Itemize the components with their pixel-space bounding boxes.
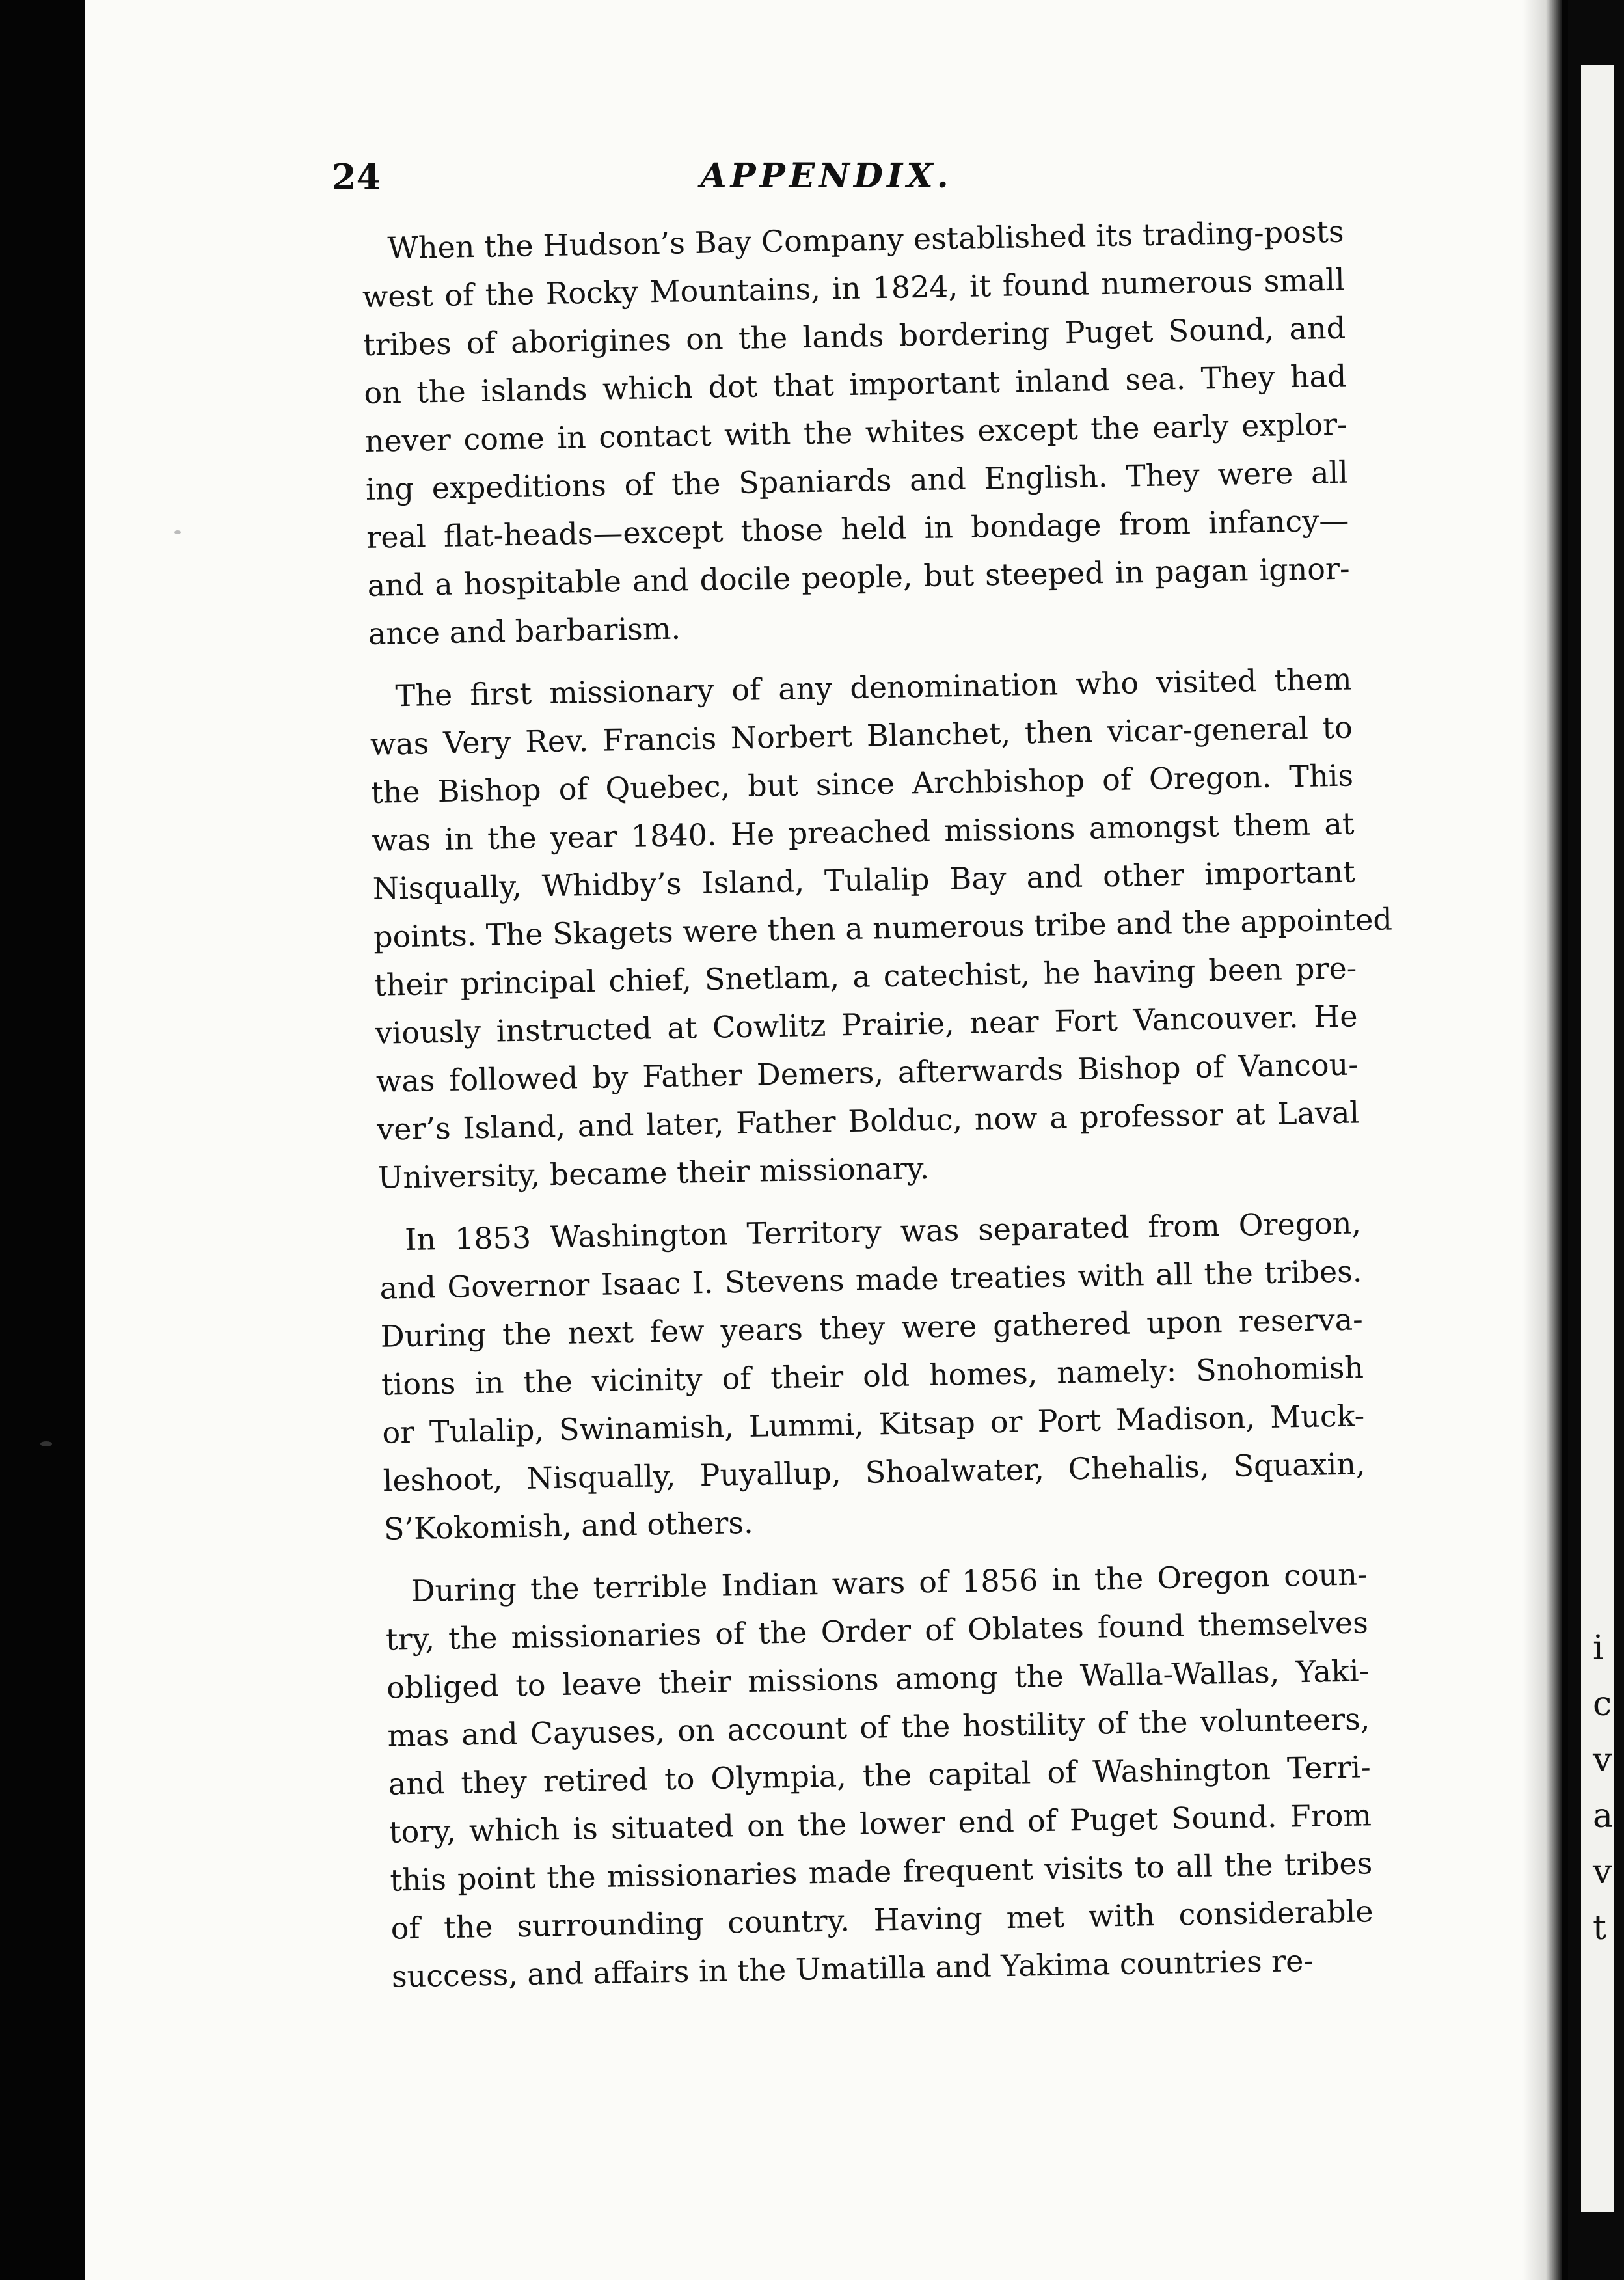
text-line: points. The Skagets were then a numerous tribe and the appointed (373, 901, 1393, 955)
text-line: S’Kokomish, and others. (383, 1504, 754, 1547)
text-line: and they retired to Olympia, the capital of Washington Terri- (388, 1749, 1372, 1802)
text-line: obliged to leave their missions among the Walla-Wallas, Yaki- (386, 1653, 1370, 1705)
facing-page-letter: v (1593, 1853, 1612, 1892)
text-line: tribes of aborigines on the lands bordering Puget Sound, and (362, 310, 1346, 362)
text-line: their principal chief, Snetlam, a catechist, he having been pre- (373, 950, 1357, 1003)
text-line: leshoot, Nisqually, Puyallup, Shoalwater, Chehalis, Squaxin, (383, 1446, 1366, 1499)
text-line: west of the Rocky Mountains, in 1824, it found numerous small (362, 262, 1346, 314)
facing-page-letter: c (1593, 1685, 1612, 1724)
text-line: When the Hudson’s Bay Company established its trading-posts (387, 213, 1344, 266)
body-text (361, 208, 1393, 2001)
text-line: In 1853 Washington Territory was separated from Oregon, (404, 1205, 1362, 1258)
text-line: University, became their missionary. (377, 1150, 930, 1195)
facing-page-letter: i (1593, 1629, 1604, 1668)
text-line: the Bishop of Quebec, but since Archbishop of Oregon. This (370, 757, 1354, 810)
text-line: During the next few years they were gathered upon reserva- (380, 1301, 1364, 1354)
facing-page-letter: v (1593, 1741, 1612, 1780)
text-line: ance and barbarism. (368, 610, 681, 651)
text-line: mas and Cayuses, on account of the hostility of the volunteers, (387, 1701, 1370, 1754)
text-line: and Governor Isaac I. Stevens made treaties with all the tribes. (379, 1253, 1362, 1306)
text-line: or Tulalip, Swinamish, Lummi, Kitsap or Port Madison, Muck- (381, 1398, 1365, 1450)
text-line: ing expeditions of the Spaniards and English. They were all (365, 454, 1349, 507)
paragraph (385, 1550, 1374, 2000)
running-head: APPENDIX. (700, 156, 953, 196)
text-line: try, the missionaries of the Order of Oblates found themselves (385, 1605, 1369, 1657)
text-line: was followed by Father Demers, afterwards Bishop of Vancou- (375, 1046, 1359, 1099)
text-line: this point the missionaries made frequent visits to all the tribes (389, 1845, 1373, 1898)
text-line: The first missionary of any denomination who visited them (395, 661, 1352, 714)
facing-page-letter: t (1593, 1908, 1606, 1948)
text-line: real flat-heads—except those held in bondage from infancy— (366, 502, 1349, 555)
text-line: viously instructed at Cowlitz Prairie, near Fort Vancouver. He (375, 998, 1358, 1051)
text-line: and a hospitable and docile people, but steeped in pagan ignor- (367, 550, 1350, 603)
text-line: on the islands which dot that important inland sea. They had (364, 358, 1347, 411)
text-line: was Very Rev. Francis Norbert Blanchet, then vicar-general to (370, 709, 1353, 762)
text-line: Nisqually, Whidby’s Island, Tulalip Bay and other important (372, 854, 1356, 906)
text-line: success, and affairs in the Umatilla and Yakima countries re- (391, 1942, 1314, 1994)
text-line: was in the year 1840. He preached missions amongst them at (372, 806, 1355, 858)
text-line: tions in the vicinity of their old homes, namely: Snohomish (381, 1350, 1364, 1402)
page-number: 24 (332, 156, 381, 198)
text-line: of the surrounding country. Having met with considerable (390, 1893, 1374, 1946)
facing-page-letter: a (1593, 1797, 1614, 1836)
page-header (332, 143, 1321, 202)
text-line: During the terrible Indian wars of 1856 in the Oregon coun- (411, 1556, 1368, 1608)
text-line: never come in contact with the whites except the early explor- (364, 406, 1348, 459)
paragraph (369, 655, 1393, 1202)
scan-speck (174, 530, 181, 534)
paragraph (361, 208, 1351, 658)
text-line: ver’s Island, and later, Father Bolduc, now a professor at Laval (376, 1094, 1360, 1147)
facing-page-letters (1593, 1620, 1619, 1956)
page-gutter-shadow (1522, 0, 1562, 2280)
text-line: tory, which is situated on the lower end of Puget Sound. From (388, 1797, 1372, 1850)
scan-speck (40, 1441, 52, 1446)
paragraph (379, 1199, 1367, 1553)
